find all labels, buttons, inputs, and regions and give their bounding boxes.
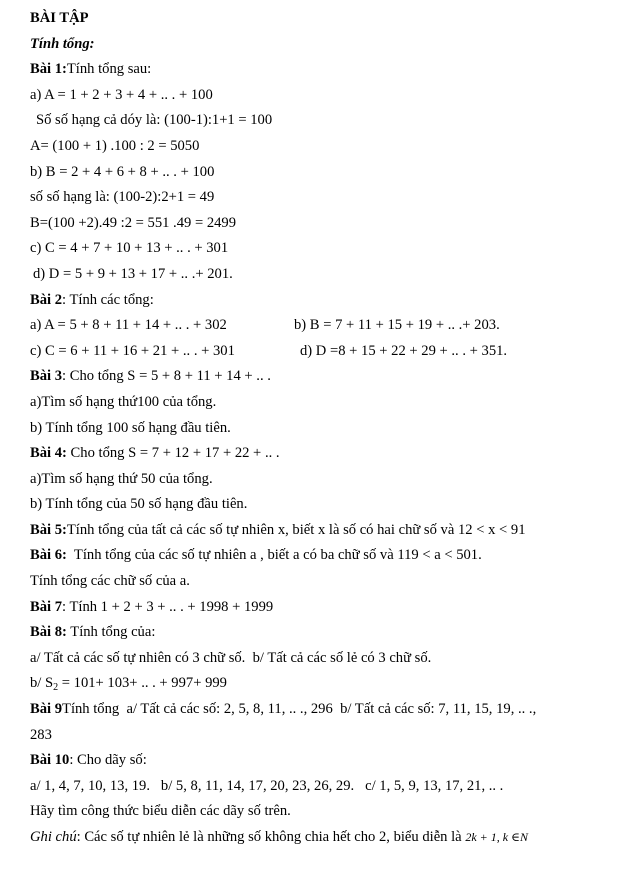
exercise-3a: a)Tìm số hạng thứ100 của tổng. [30, 393, 217, 410]
exercise-2c: c) C = 6 + 11 + 16 + 21 + .. . + 301 [30, 342, 235, 359]
exercise-9-text: Tính tổng a/ Tất cả các số: 2, 5, 8, 11, .. ., 296 b/ Tất cả các số: 7, 11, 15, 19, .. ., [62, 701, 537, 718]
exercise-6-cont: Tính tổng các chữ số của a. [30, 573, 190, 590]
exercise-8a: a/ Tất cả các số tự nhiên có 3 chữ số. b/ Tất cả các số lẻ có 3 chữ số. [30, 649, 432, 666]
note-formula: 2k + 1, k ∈N [465, 830, 528, 844]
exercise-2-heading [30, 288, 627, 314]
exercise-9 [30, 697, 627, 723]
exercise-5-text: Tính tổng của tất cả các số tự nhiên x, biết x là số có hai chữ số và 12 < x < 91 [66, 521, 526, 538]
exercise-4-text: Cho tổng S = 7 + 12 + 17 + 22 + .. . [66, 445, 280, 462]
exercise-8b-rest: = 101+ 103+ .. . + 997+ 999 [58, 675, 227, 692]
exercise-5-label: Bài 5: [30, 521, 67, 538]
exercise-2-row-cd [30, 339, 627, 365]
exercise-1-text: Tính tổng sau: [66, 61, 152, 78]
exercise-8-text: Tính tổng của: [66, 624, 156, 641]
exercise-8-heading [30, 620, 627, 646]
exercise-10-list: a/ 1, 4, 7, 10, 13, 19. b/ 5, 8, 11, 14, 17, 20, 23, 26, 29. c/ 1, 5, 9, 13, 17, 21, .. . [30, 777, 504, 794]
note [30, 825, 627, 851]
exercise-1-label: Bài 1: [30, 61, 67, 78]
exercise-1c: c) C = 4 + 7 + 10 + 13 + .. . + 301 [30, 240, 229, 257]
exercise-2a: a) A = 5 + 8 + 11 + 14 + .. . + 302 [30, 317, 227, 334]
exercise-8b [30, 671, 627, 697]
document-title: BÀI TẬP [30, 10, 89, 26]
exercise-8-label: Bài 8: [30, 624, 67, 641]
exercise-1a-count: Số số hạng cả dóy là: (100-1):1+1 = 100 [36, 112, 273, 129]
exercise-1b-result: B=(100 +2).49 :2 = 551 .49 = 2499 [30, 214, 237, 231]
exercise-1a: a) A = 1 + 2 + 3 + 4 + .. . + 100 [30, 86, 213, 103]
exercise-2d: d) D =8 + 15 + 22 + 29 + .. . + 351. [300, 342, 508, 359]
exercise-2-label: Bài 2 [30, 291, 63, 308]
exercise-9-label: Bài 9 [30, 701, 63, 718]
exercise-1d: d) D = 5 + 9 + 13 + 17 + .. .+ 201. [33, 265, 233, 282]
section-heading: Tính tổng: [30, 35, 95, 52]
exercise-4-heading [30, 441, 627, 467]
exercise-3-label: Bài 3 [30, 368, 63, 385]
exercise-6-text: Tính tổng của các số tự nhiên a , biết a có ba chữ số và 119 < a < 501. [66, 547, 482, 564]
exercise-4b: b) Tính tổng của 50 số hạng đầu tiên. [30, 496, 248, 513]
exercise-8b-prefix: b/ S [30, 675, 54, 692]
exercise-3b: b) Tính tổng 100 số hạng đầu tiên. [30, 419, 231, 436]
exercise-6 [30, 543, 627, 569]
exercise-2-text: : Tính các tổng: [62, 291, 154, 308]
exercise-7 [30, 595, 627, 621]
exercise-6-label: Bài 6: [30, 547, 67, 564]
exercise-1a-result: A= (100 + 1) .100 : 2 = 5050 [30, 137, 200, 154]
note-text: : Các số tự nhiên lẻ là những số không chia hết cho 2, biểu diễn là [76, 829, 466, 845]
exercise-4a: a)Tìm số hạng thứ 50 của tổng. [30, 470, 213, 487]
exercise-7-label: Bài 7 [30, 598, 63, 615]
exercise-7-text: : Tính 1 + 2 + 3 + .. . + 1998 + 1999 [62, 598, 274, 615]
exercise-2b: b) B = 7 + 11 + 15 + 19 + .. .+ 203. [294, 317, 500, 334]
exercise-1b-count: số số hạng là: (100-2):2+1 = 49 [30, 189, 215, 206]
note-label: Ghi chú [30, 829, 77, 845]
exercise-10-task: Hãy tìm công thức biểu diễn các dãy số trên. [30, 803, 291, 820]
exercise-3-text: : Cho tổng S = 5 + 8 + 11 + 14 + .. . [62, 368, 271, 385]
exercise-8b-subscript: 2 [53, 682, 59, 694]
exercise-4-label: Bài 4: [30, 445, 67, 462]
exercise-10-heading [30, 748, 627, 774]
exercise-3-heading [30, 364, 627, 390]
exercise-1-heading [30, 57, 627, 83]
exercise-1b: b) B = 2 + 4 + 6 + 8 + .. . + 100 [30, 163, 215, 180]
exercise-10-text: : Cho dãy số: [69, 752, 147, 769]
exercise-9-cont: 283 [30, 726, 52, 743]
exercise-5 [30, 518, 627, 544]
exercise-10-label: Bài 10 [30, 752, 70, 769]
exercise-2-row-ab [30, 313, 627, 339]
